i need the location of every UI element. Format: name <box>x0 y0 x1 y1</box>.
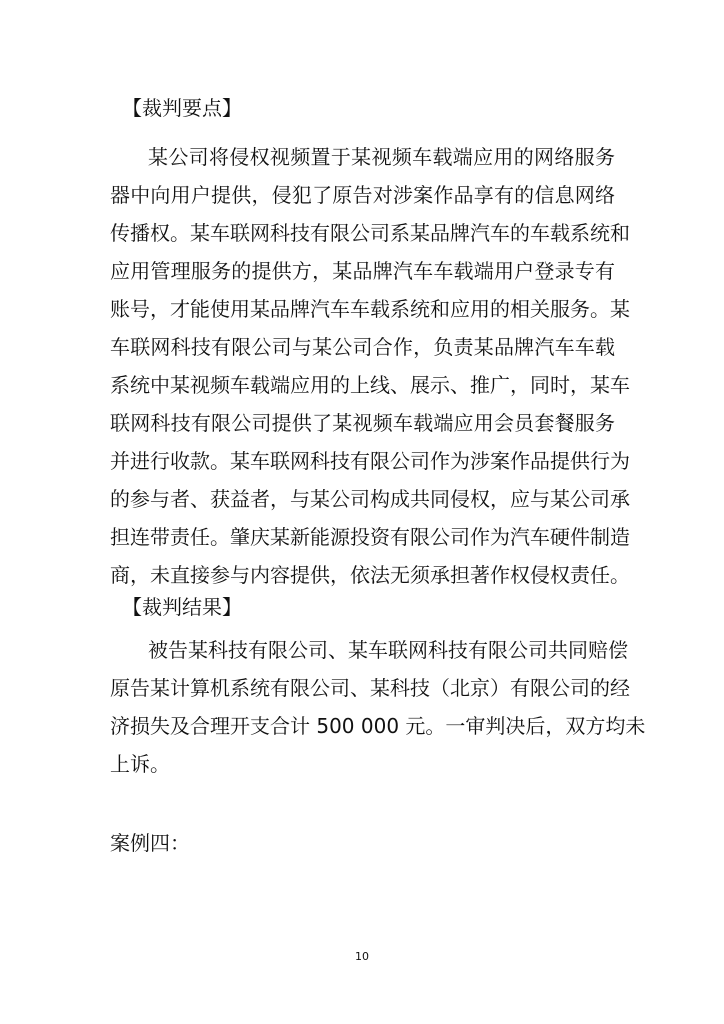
text-line: 车联网科技有限公司与某公司合作，负责某品牌汽车车载 <box>110 335 615 359</box>
text-line: 济损失及合理开支合计 500 000 元。一审判决后，双方均未 <box>110 714 646 738</box>
text-line: 应用管理服务的提供方，某品牌汽车车载端用户登录专有 <box>110 259 615 283</box>
page-number: 10 <box>355 950 369 963</box>
text-line: 并进行收款。某车联网科技有限公司作为涉案作品提供行为 <box>110 449 630 473</box>
text-line: 上诉。 <box>110 752 170 776</box>
text-line: 商，未直接参与内容提供，依法无须承担著作权侵权责任。 <box>110 563 630 587</box>
next-case-heading: 案例四： <box>110 831 190 855</box>
text-line: 器中向用户提供，侵犯了原告对涉案作品享有的信息网络 <box>110 183 615 207</box>
text-line: 联网科技有限公司提供了某视频车载端应用会员套餐服务 <box>110 411 615 435</box>
text-line: 账号，才能使用某品牌汽车车载系统和应用的相关服务。某 <box>110 297 630 321</box>
text-line: 系统中某视频车载端应用的上线、展示、推广，同时，某车 <box>110 373 630 397</box>
text-line: 的参与者、获益者，与某公司构成共同侵权，应与某公司承 <box>110 487 630 511</box>
text-line: 担连带责任。肇庆某新能源投资有限公司作为汽车硬件制造 <box>110 525 630 549</box>
text-line: 传播权。某车联网科技有限公司系某品牌汽车的车载系统和 <box>110 221 630 245</box>
section-heading-key-points: 【裁判要点】 <box>122 96 242 120</box>
section-heading-judgment-result: 【裁判结果】 <box>122 595 242 619</box>
text-line: 被告某科技有限公司、某车联网科技有限公司共同赔偿 <box>148 638 628 662</box>
text-line: 某公司将侵权视频置于某视频车载端应用的网络服务 <box>148 145 615 169</box>
text-line: 原告某计算机系统有限公司、某科技（北京）有限公司的经 <box>110 676 630 700</box>
